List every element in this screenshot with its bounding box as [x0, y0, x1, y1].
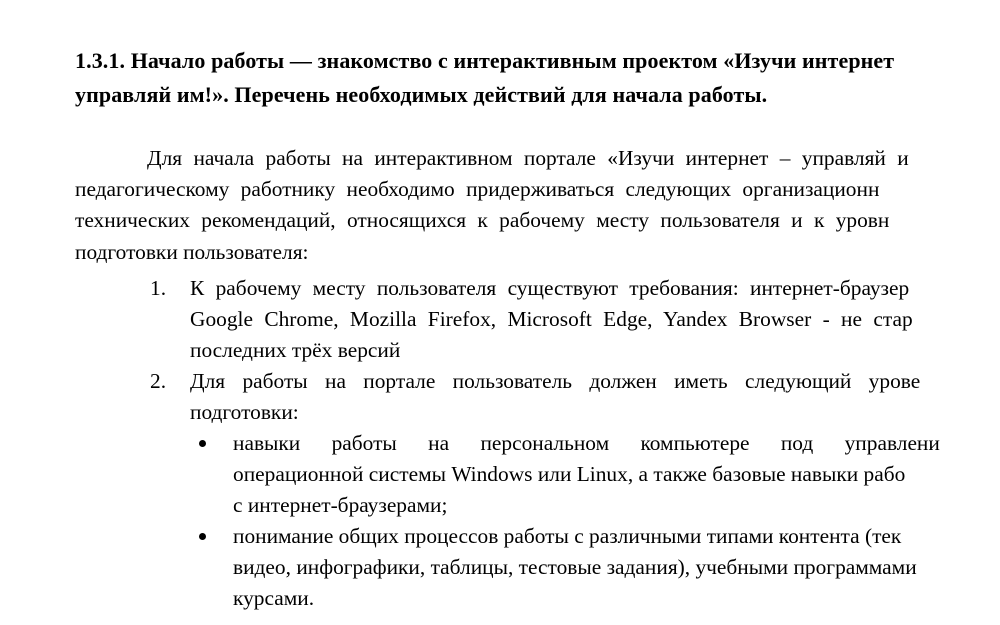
- bullet-icon: [199, 533, 206, 540]
- bullet-line: с интернет-браузерами;: [233, 493, 448, 518]
- bullet-line: операционной системы Windows или Linux, а также базовые навыки рабо: [233, 462, 906, 487]
- list-item-line: подготовки:: [190, 400, 299, 425]
- list-number: 1.: [150, 276, 167, 300]
- list-number: 2.: [150, 369, 167, 393]
- section-heading-line: 1.3.1. Начало работы — знакомство с интерактивным проектом «Изучи интернет: [75, 48, 895, 73]
- bullet-line: навыки работы на персональном компьютере под управлени: [233, 431, 940, 455]
- list-item-line: последних трёх версий: [190, 338, 401, 363]
- list-item-line: Google Chrome, Mozilla Firefox, Microsoft Edge, Yandex Browser - не стар: [190, 307, 913, 332]
- paragraph-line: педагогическому работнику необходимо придерживаться следующих организационн: [75, 177, 880, 202]
- bullet-line: понимание общих процессов работы с различными типами контента (тек: [233, 524, 902, 548]
- paragraph-line: Для начала работы на интерактивном портале «Изучи интернет – управляй и: [147, 146, 909, 170]
- section-heading: [75, 44, 1000, 112]
- list-item-line: К рабочему месту пользователя существуют требования: интернет-браузер: [190, 276, 910, 300]
- bullet-line: курсами.: [233, 586, 315, 611]
- section-heading-line: управляй им!». Перечень необходимых действий для начала работы.: [75, 82, 768, 107]
- paragraph-line: подготовки пользователя:: [75, 239, 309, 264]
- bullet-line: видео, инфографики, таблицы, тестовые задания), учебными программами: [233, 555, 917, 580]
- bullet-icon: [199, 440, 206, 447]
- paragraph-line: технических рекомендаций, относящихся к рабочему месту пользователя и к уровн: [75, 208, 890, 233]
- intro-paragraph: [75, 143, 1000, 268]
- list-item-line: Для работы на портале пользователь должен иметь следующий урове: [190, 369, 921, 393]
